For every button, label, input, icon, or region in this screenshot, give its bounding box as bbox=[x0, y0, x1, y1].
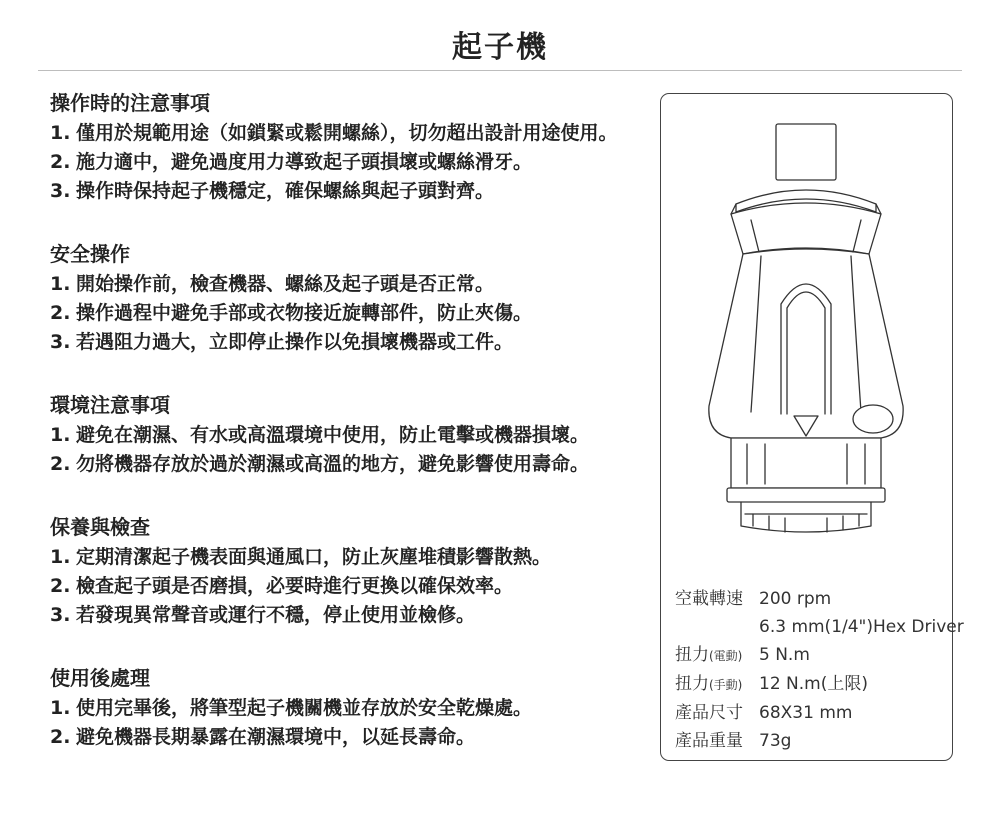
spec-value: 68X31 mm bbox=[759, 703, 853, 723]
title-divider bbox=[38, 70, 962, 71]
instructions-column bbox=[50, 88, 645, 785]
item-text: 定期清潔起子機表面與通風口，防止灰塵堆積影響散熱。 bbox=[76, 546, 552, 568]
section-heading: 保養與檢查 bbox=[50, 515, 150, 539]
spec-row-torque-electric bbox=[675, 641, 950, 670]
list-item bbox=[50, 177, 645, 206]
section-operation-notes bbox=[50, 88, 645, 206]
item-text: 施力適中，避免過度用力導致起子頭損壞或螺絲滑牙。 bbox=[76, 151, 533, 173]
item-number: 1. bbox=[50, 546, 71, 568]
spec-value: 200 rpm bbox=[759, 589, 832, 609]
item-text: 使用完畢後，將筆型起子機關機並存放於安全乾燥處。 bbox=[76, 697, 533, 719]
list-item bbox=[50, 543, 645, 572]
section-after-use bbox=[50, 663, 645, 752]
item-text: 開始操作前，檢查機器、螺絲及起子頭是否正常。 bbox=[76, 273, 495, 295]
item-text: 操作過程中避免手部或衣物接近旋轉部件，防止夾傷。 bbox=[76, 302, 533, 324]
item-number: 3. bbox=[50, 604, 71, 626]
spec-label-main: 扭力 bbox=[675, 645, 709, 665]
spec-label-main: 扭力 bbox=[675, 674, 709, 694]
item-number: 3. bbox=[50, 331, 71, 353]
item-number: 2. bbox=[50, 151, 71, 173]
item-text: 若遇阻力過大，立即停止操作以免損壞機器或工件。 bbox=[76, 331, 514, 353]
spec-label-suffix: (電動) bbox=[709, 649, 743, 663]
spec-row-size bbox=[675, 699, 950, 727]
section-environment-notes bbox=[50, 390, 645, 479]
item-number: 2. bbox=[50, 575, 71, 597]
spec-label: 空載轉速 bbox=[675, 589, 743, 609]
item-number: 1. bbox=[50, 697, 71, 719]
spec-value: 12 N.m(上限) bbox=[759, 674, 868, 694]
section-heading: 操作時的注意事項 bbox=[50, 91, 210, 115]
section-heading: 安全操作 bbox=[50, 242, 130, 266]
spec-label: 產品尺寸 bbox=[675, 703, 743, 723]
section-heading: 環境注意事項 bbox=[50, 393, 170, 417]
spec-row-weight bbox=[675, 727, 950, 755]
item-text: 勿將機器存放於過於潮濕或高溫的地方，避免影響使用壽命。 bbox=[76, 453, 590, 475]
list-item bbox=[50, 450, 645, 479]
spec-row-speed bbox=[675, 585, 950, 613]
list-item bbox=[50, 601, 645, 630]
list-item bbox=[50, 694, 645, 723]
page-title: 起子機 bbox=[452, 30, 548, 65]
spec-value: 73g bbox=[759, 731, 792, 751]
item-number: 3. bbox=[50, 180, 71, 202]
spec-row-driver bbox=[675, 613, 964, 641]
item-text: 避免在潮濕、有水或高溫環境中使用，防止電擊或機器損壞。 bbox=[76, 424, 590, 446]
spec-value: 6.3 mm(1/4")Hex Driver bbox=[759, 617, 964, 637]
item-number: 2. bbox=[50, 453, 71, 475]
item-text: 僅用於規範用途（如鎖緊或鬆開螺絲），切勿超出設計用途使用。 bbox=[76, 122, 618, 144]
item-number: 2. bbox=[50, 726, 71, 748]
spec-label bbox=[675, 641, 759, 670]
item-number: 1. bbox=[50, 424, 71, 446]
screwdriver-illustration bbox=[661, 94, 951, 564]
list-item bbox=[50, 723, 645, 752]
list-item bbox=[50, 270, 645, 299]
spec-value: 5 N.m bbox=[759, 645, 810, 665]
list-item bbox=[50, 119, 645, 148]
list-item bbox=[50, 572, 645, 601]
section-heading: 使用後處理 bbox=[50, 666, 150, 690]
list-item bbox=[50, 148, 645, 177]
item-text: 檢查起子頭是否磨損，必要時進行更換以確保效率。 bbox=[76, 575, 514, 597]
item-text: 若發現異常聲音或運行不穩，停止使用並檢修。 bbox=[76, 604, 476, 626]
item-number: 1. bbox=[50, 122, 71, 144]
spec-row-torque-manual bbox=[675, 670, 950, 699]
section-maintenance bbox=[50, 512, 645, 630]
list-item bbox=[50, 328, 645, 357]
section-safe-operation bbox=[50, 239, 645, 357]
product-spec-panel bbox=[660, 93, 964, 761]
item-number: 2. bbox=[50, 302, 71, 324]
item-number: 1. bbox=[50, 273, 71, 295]
spec-label bbox=[675, 670, 759, 699]
item-text: 操作時保持起子機穩定，確保螺絲與起子頭對齊。 bbox=[76, 180, 495, 202]
spec-list bbox=[675, 585, 964, 755]
item-text: 避免機器長期暴露在潮濕環境中，以延長壽命。 bbox=[76, 726, 476, 748]
spec-label-suffix: (手動) bbox=[709, 678, 743, 692]
list-item bbox=[50, 421, 645, 450]
spec-label: 產品重量 bbox=[675, 731, 743, 751]
list-item bbox=[50, 299, 645, 328]
